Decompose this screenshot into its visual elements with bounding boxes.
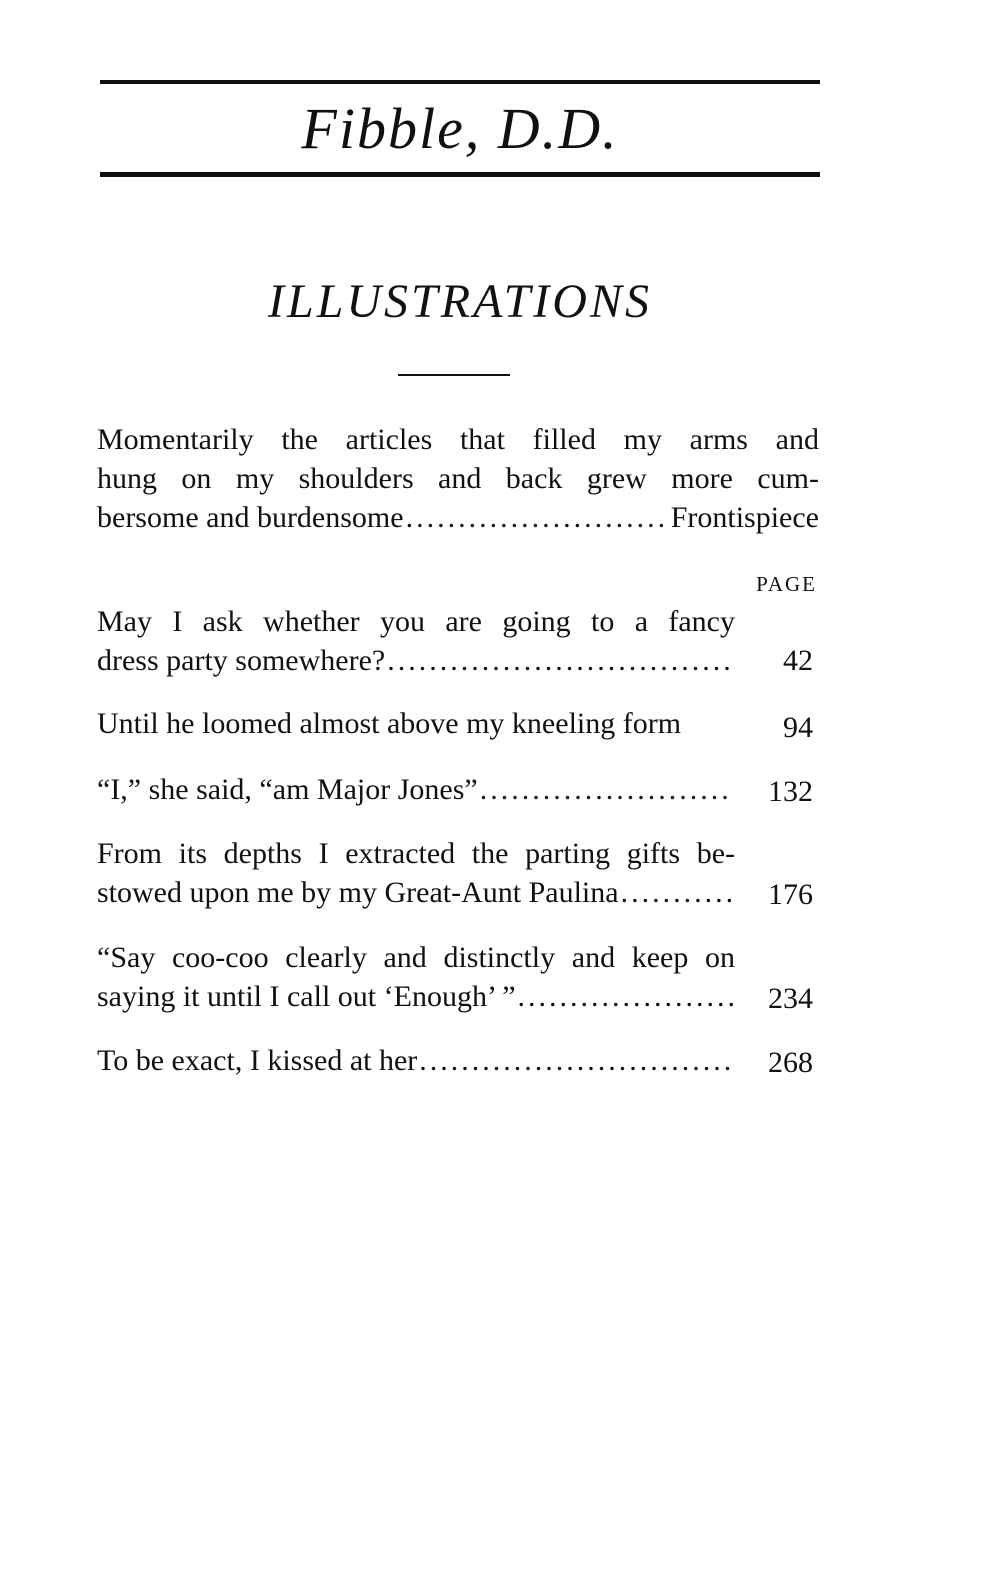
page-number: 132 (768, 775, 813, 808)
entry-line-text: To be exact, I kissed at her (97, 1044, 418, 1077)
entry-line (97, 1041, 735, 1080)
page-number: 234 (768, 982, 813, 1015)
entry-line-text: “I,” she said, “am Major Jones” (97, 773, 478, 806)
entry-text (97, 770, 735, 809)
entry-text (97, 938, 735, 1016)
page-number: 42 (783, 644, 813, 677)
dot-leader (387, 641, 733, 680)
frontispiece-line-3-text: bersome and burdensome (97, 501, 404, 534)
frontispiece-line-3 (97, 498, 819, 537)
frontispiece-entry (97, 420, 819, 537)
title-rule-bottom (100, 172, 820, 177)
entry-line: From its depths I extracted the parting gifts be- (97, 837, 735, 870)
entry-text (97, 602, 735, 680)
page-number: 176 (768, 878, 813, 911)
entry-line (97, 873, 735, 912)
entry-line: “Say coo-coo clearly and distinctly and keep on (97, 941, 735, 974)
page-number: 268 (768, 1046, 813, 1079)
frontispiece-line-1: Momentarily the articles that filled my arms and (97, 423, 819, 456)
book-title: Fibble, D.D. (301, 96, 619, 161)
entry-text (97, 1041, 735, 1080)
dot-leader (480, 770, 733, 809)
entry-line (97, 770, 735, 809)
section-heading: ILLUSTRATIONS (268, 275, 652, 328)
entry-line: May I ask whether you are going to a fancy (97, 605, 735, 638)
title-rule-top (100, 80, 820, 84)
entry-line-text: saying it until I call out ‘Enough’ ” (97, 980, 516, 1013)
page-number: 94 (783, 711, 813, 744)
frontispiece-label: Frontispiece (670, 501, 819, 534)
page-column-label: PAGE (756, 572, 817, 596)
dot-leader (419, 1041, 733, 1080)
dot-leader (406, 498, 669, 537)
dot-leader (518, 977, 733, 1016)
heading-divider (398, 374, 510, 376)
entry-line-text: stowed upon me by my Great-Aunt Paulina (97, 876, 619, 909)
entry-line: Until he loomed almost above my kneeling form (97, 707, 682, 740)
entry-line-text: dress party somewhere? (97, 644, 386, 677)
frontispiece-line-2: hung on my shoulders and back grew more cum- (97, 462, 819, 495)
entry-line (97, 641, 735, 680)
dot-leader (621, 873, 733, 912)
entry-text (97, 704, 747, 743)
entry-text (97, 834, 735, 912)
entry-line (97, 977, 735, 1016)
